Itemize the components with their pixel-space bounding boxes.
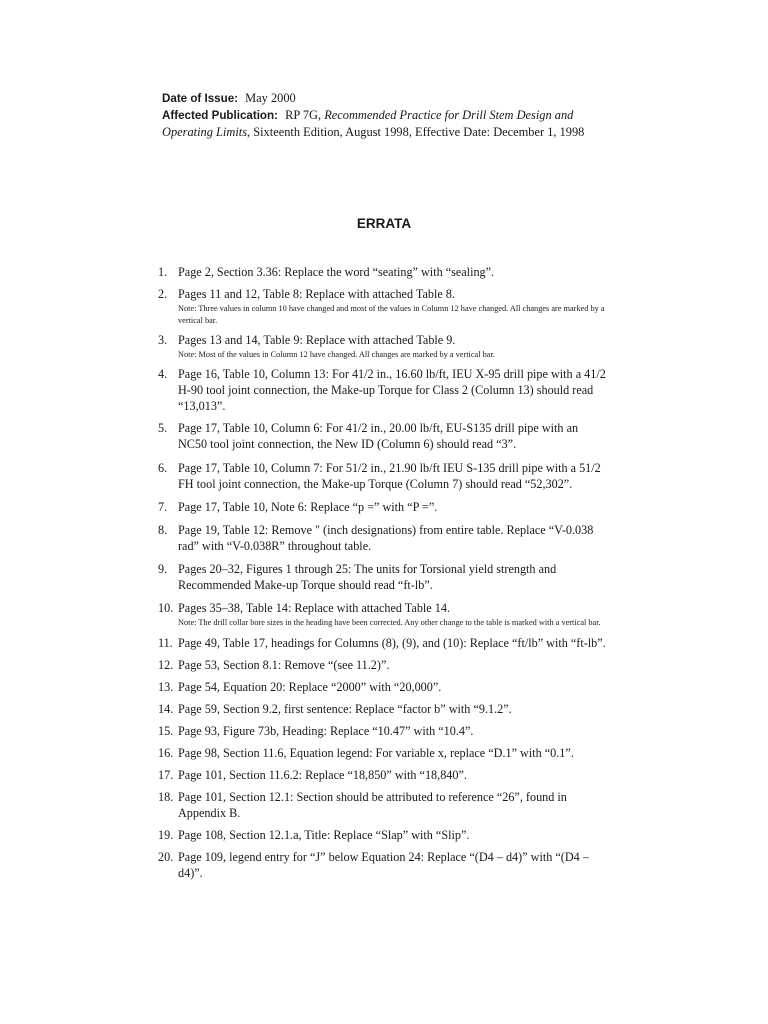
errata-item-note: Note: The drill collar bore sizes in the heading have been corrected. Any other change to the table is marked with a vertical bar. (178, 618, 601, 627)
errata-item-text: Page 109, legend entry for “J” below Equation 24: Replace “(D4 – d4)” with “(D4 – d4)”. (178, 850, 589, 880)
errata-item-text: Page 17, Table 10, Note 6: Replace “p =” with “P =”. (178, 500, 438, 514)
errata-item-number: 13. (158, 680, 174, 694)
errata-item-text: Pages 35–38, Table 14: Replace with attached Table 14. (178, 601, 450, 615)
affected-publication-label: Affected Publication: (162, 109, 278, 122)
errata-item-number: 9. (158, 562, 168, 576)
errata-item-text: Page 16, Table 10, Column 13: For 41/2 in., 16.60 lb/ft, IEU X-95 drill pipe with a 41/2 H-90 tool joint connection, the Make-up Torque for Class 2 (Column 13) should read “13,013”. (178, 367, 606, 413)
errata-item-number: 18. (158, 790, 174, 804)
errata-item-text: Page 59, Section 9.2, first sentence: Replace “factor b” with “9.1.2”. (178, 702, 512, 716)
errata-item-number: 11. (158, 636, 173, 650)
errata-item-note: Note: Three values in column 10 have changed and most of the values in Column 12 have changed. All changes are marked by a vertical bar. (178, 304, 605, 325)
errata-item-text: Page 54, Equation 20: Replace “2000” with “20,000”. (178, 680, 442, 694)
errata-item-number: 4. (158, 367, 168, 381)
errata-item (158, 701, 608, 717)
errata-item-number: 17. (158, 768, 174, 782)
errata-item-text: Pages 13 and 14, Table 9: Replace with attached Table 9. (178, 333, 456, 347)
errata-item-number: 10. (158, 601, 174, 615)
errata-item (158, 332, 608, 361)
errata-item-number: 2. (158, 287, 168, 301)
errata-item-number: 16. (158, 746, 174, 760)
errata-item (158, 767, 608, 783)
errata-item-number: 14. (158, 702, 174, 716)
errata-item (158, 827, 608, 843)
errata-item (158, 522, 608, 554)
date-of-issue-line (162, 90, 602, 107)
errata-item (158, 657, 608, 673)
errata-item-number: 12. (158, 658, 174, 672)
publication-code: RP 7G, (285, 108, 322, 122)
errata-item (158, 420, 608, 452)
document-header (162, 90, 602, 141)
errata-item-number: 1. (158, 265, 168, 279)
errata-item-text: Page 101, Section 11.6.2: Replace “18,850” with “18,840”. (178, 768, 467, 782)
errata-item (158, 460, 608, 492)
errata-item-text: Page 2, Section 3.36: Replace the word “seating” with “sealing”. (178, 265, 495, 279)
errata-item-number: 20. (158, 850, 174, 864)
publication-edition: , Sixteenth Edition, August 1998, Effective Date: December 1, 1998 (247, 125, 585, 139)
publication-title: Recommended Practice for Drill Stem Design and Operating Limits (162, 108, 574, 139)
errata-item-number: 8. (158, 523, 168, 537)
errata-item-number: 7. (158, 500, 168, 514)
errata-item-text: Pages 11 and 12, Table 8: Replace with attached Table 8. (178, 287, 455, 301)
errata-item (158, 679, 608, 695)
errata-item-text: Page 98, Section 11.6, Equation legend: For variable x, replace “D.1” with “0.1”. (178, 746, 574, 760)
errata-item (158, 600, 608, 629)
errata-item (158, 561, 608, 593)
errata-item-text: Page 17, Table 10, Column 6: For 41/2 in., 20.00 lb/ft, EU-S135 drill pipe with an NC50 tool joint connection, the New ID (Column 6) should read “3”. (178, 421, 579, 451)
errata-item-number: 15. (158, 724, 174, 738)
errata-list (158, 264, 608, 881)
errata-item (158, 286, 608, 327)
errata-item-text: Page 108, Section 12.1.a, Title: Replace “Slap” with “Slip”. (178, 828, 470, 842)
errata-item-text: Page 93, Figure 73b, Heading: Replace “10.47” with “10.4”. (178, 724, 474, 738)
affected-publication-line (162, 107, 602, 141)
errata-item-note: Note: Most of the values in Column 12 have changed. All changes are marked by a vertical bar. (178, 350, 495, 359)
errata-item (158, 745, 608, 761)
errata-item-text: Page 53, Section 8.1: Remove “(see 11.2)”. (178, 658, 390, 672)
date-of-issue-value: May 2000 (245, 91, 296, 105)
errata-item (158, 789, 608, 821)
errata-item (158, 264, 608, 280)
errata-item (158, 849, 608, 881)
errata-item (158, 499, 608, 515)
errata-item-text: Page 19, Table 12: Remove " (inch designations) from entire table. Replace “V-0.038 rad” with “V-0.038R” throughout table. (178, 523, 594, 553)
errata-item-text: Pages 20–32, Figures 1 through 25: The units for Torsional yield strength and Recommended Make-up Torque should read “ft-lb”. (178, 562, 557, 592)
errata-item-number: 6. (158, 461, 168, 475)
errata-item-text: Page 101, Section 12.1: Section should be attributed to reference “26”, found in Appendix B. (178, 790, 567, 820)
errata-item (158, 635, 608, 651)
errata-item-number: 3. (158, 333, 168, 347)
errata-item (158, 723, 608, 739)
errata-item-text: Page 49, Table 17, headings for Columns (8), (9), and (10): Replace “ft/lb” with “ft-lb”. (178, 636, 606, 650)
errata-item (158, 366, 608, 414)
errata-item-number: 5. (158, 421, 168, 435)
page-title: ERRATA (356, 216, 412, 231)
errata-item-text: Page 17, Table 10, Column 7: For 51/2 in., 21.90 lb/ft IEU S-135 drill pipe with a 51/2 FH tool joint connection, the Make-up Torque (Column 7) should read “52,302”. (178, 461, 601, 491)
date-of-issue-label: Date of Issue: (162, 92, 239, 105)
errata-item-number: 19. (158, 828, 174, 842)
